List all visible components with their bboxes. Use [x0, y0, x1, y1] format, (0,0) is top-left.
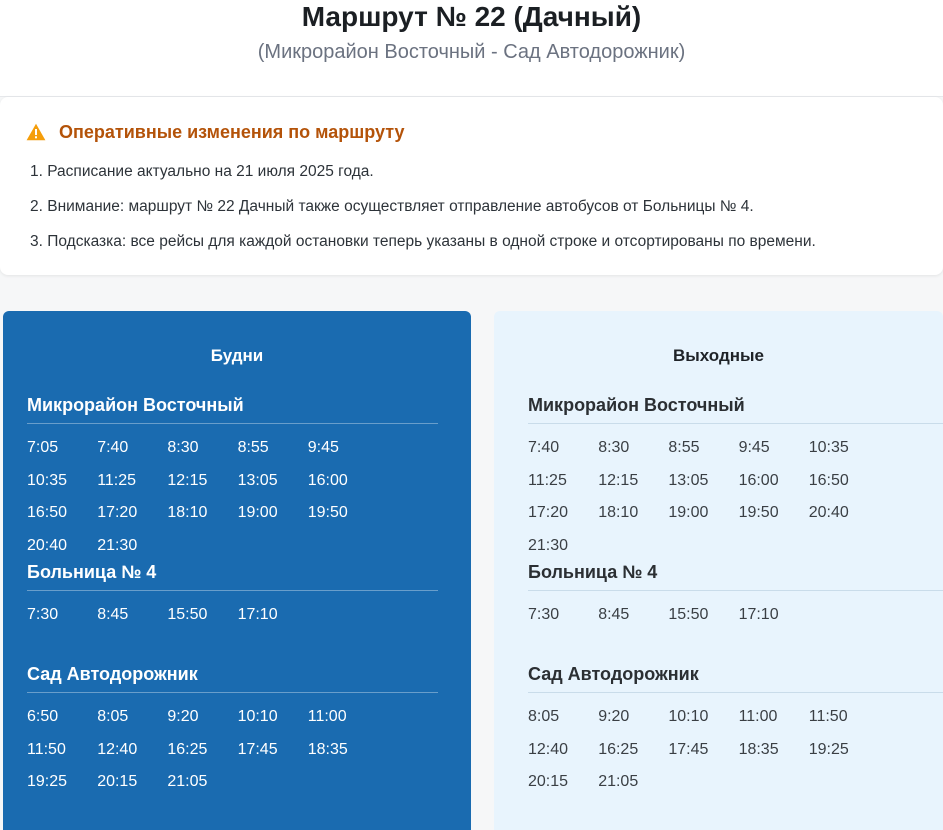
departure-time: 11:25 [97, 471, 137, 489]
departure-time: 7:40 [528, 439, 560, 456]
departure-time: 11:50 [27, 740, 66, 758]
weekday-title: Будни [210, 346, 264, 365]
departure-time: 19:50 [738, 504, 779, 521]
departure-time: 13:05 [668, 471, 709, 489]
departure-time: 17:45 [668, 740, 709, 758]
departure-time: 12:40 [97, 740, 138, 758]
departure-time: 12:15 [167, 471, 208, 489]
departure-time: 17:10 [237, 606, 278, 623]
warning-icon [26, 123, 46, 141]
departure-time: 9:20 [167, 708, 199, 725]
notice-item: 3. Подсказка: все рейсы для каждой остановки теперь указаны в одной строке и отсортированы по времени. [30, 233, 816, 250]
notice-title: Оперативные изменения по маршруту [59, 121, 405, 142]
stop-block [528, 394, 943, 568]
departure-time: 12:40 [528, 740, 569, 758]
times-list [528, 605, 943, 638]
departure-time: 8:05 [97, 708, 129, 725]
departure-time: 11:25 [528, 471, 567, 489]
notice-item: 2. Внимание: маршрут № 22 Дачный также осуществляет отправление автобусов от Больницы № 4. [30, 198, 754, 215]
route-subtitle: (Микрорайон Восточный - Сад Автодорожник) [257, 41, 686, 63]
departure-time: 9:45 [307, 439, 339, 456]
departure-time: 8:55 [668, 439, 700, 456]
times-list [27, 605, 438, 638]
departure-time: 21:05 [598, 773, 639, 790]
departure-time: 19:25 [808, 740, 849, 758]
stop-block [528, 663, 943, 805]
departure-time: 20:40 [27, 536, 68, 554]
times-list [27, 438, 438, 568]
notice-item: 1. Расписание актуально на 21 июля 2025 года. [30, 163, 374, 180]
departure-time: 20:40 [808, 504, 849, 521]
departure-time: 17:20 [97, 504, 138, 521]
departure-time: 17:20 [528, 504, 569, 521]
departure-time: 10:35 [808, 439, 849, 456]
departure-time: 20:15 [97, 773, 138, 790]
departure-time: 15:50 [167, 606, 208, 623]
page-title: Маршрут № 22 (Дачный) [301, 1, 642, 32]
stop-name: Микрорайон Восточный [27, 394, 438, 424]
notice-list [30, 162, 816, 267]
departure-time: 7:40 [97, 439, 129, 456]
stop-block [27, 561, 438, 638]
stop-block [528, 561, 943, 638]
departure-time: 7:30 [27, 606, 59, 623]
departure-time: 16:25 [598, 740, 639, 758]
departure-time: 17:45 [237, 740, 278, 758]
departure-time: 21:30 [528, 536, 569, 554]
departure-time: 19:50 [307, 504, 348, 521]
departure-time: 11:00 [307, 708, 347, 725]
departure-time: 18:10 [598, 504, 639, 521]
departure-time: 19:00 [237, 504, 278, 521]
page-header [0, 0, 943, 97]
stop-block [27, 394, 438, 568]
weekend-title: Выходные [672, 346, 765, 365]
weekday-schedule-panel [3, 311, 471, 830]
times-list [27, 707, 438, 805]
stop-name: Сад Автодорожник [528, 663, 943, 693]
departure-time: 21:05 [167, 773, 208, 790]
departure-time: 16:25 [167, 740, 208, 758]
departure-time: 6:50 [27, 708, 59, 725]
departure-time: 20:15 [528, 773, 569, 790]
departure-time: 18:10 [167, 504, 208, 521]
departure-time: 10:35 [27, 471, 68, 489]
departure-time: 8:45 [97, 606, 129, 623]
departure-time: 11:00 [738, 708, 778, 725]
departure-time: 16:50 [27, 504, 68, 521]
departure-time: 17:10 [738, 606, 779, 623]
departure-time: 19:25 [27, 773, 68, 790]
departure-time: 18:35 [738, 740, 779, 758]
stop-block [27, 663, 438, 805]
departure-time: 11:50 [808, 708, 848, 725]
departure-time: 16:50 [808, 471, 849, 489]
stop-name: Микрорайон Восточный [528, 394, 943, 424]
times-list [528, 438, 943, 568]
departure-time: 8:30 [167, 439, 199, 456]
departure-time: 7:05 [27, 439, 59, 456]
departure-time: 8:55 [237, 439, 269, 456]
departure-time: 9:20 [598, 708, 630, 725]
departure-time: 12:15 [598, 471, 639, 489]
stop-name: Больница № 4 [528, 561, 943, 591]
departure-time: 8:45 [598, 606, 630, 623]
stop-name: Больница № 4 [27, 561, 438, 591]
departure-time: 10:10 [237, 708, 278, 725]
notice-panel [0, 97, 943, 275]
times-list [528, 707, 943, 805]
departure-time: 16:00 [307, 471, 348, 489]
departure-time: 15:50 [668, 606, 709, 623]
departure-time: 13:05 [237, 471, 278, 489]
departure-time: 18:35 [307, 740, 348, 758]
departure-time: 16:00 [738, 471, 779, 489]
departure-time: 10:10 [668, 708, 709, 725]
departure-time: 8:05 [528, 708, 560, 725]
departure-time: 9:45 [738, 439, 770, 456]
departure-time: 21:30 [97, 536, 138, 554]
weekend-schedule-panel [494, 311, 943, 830]
notice-header [26, 120, 405, 144]
stop-name: Сад Автодорожник [27, 663, 438, 693]
departure-time: 7:30 [528, 606, 560, 623]
departure-time: 8:30 [598, 439, 630, 456]
departure-time: 19:00 [668, 504, 709, 521]
